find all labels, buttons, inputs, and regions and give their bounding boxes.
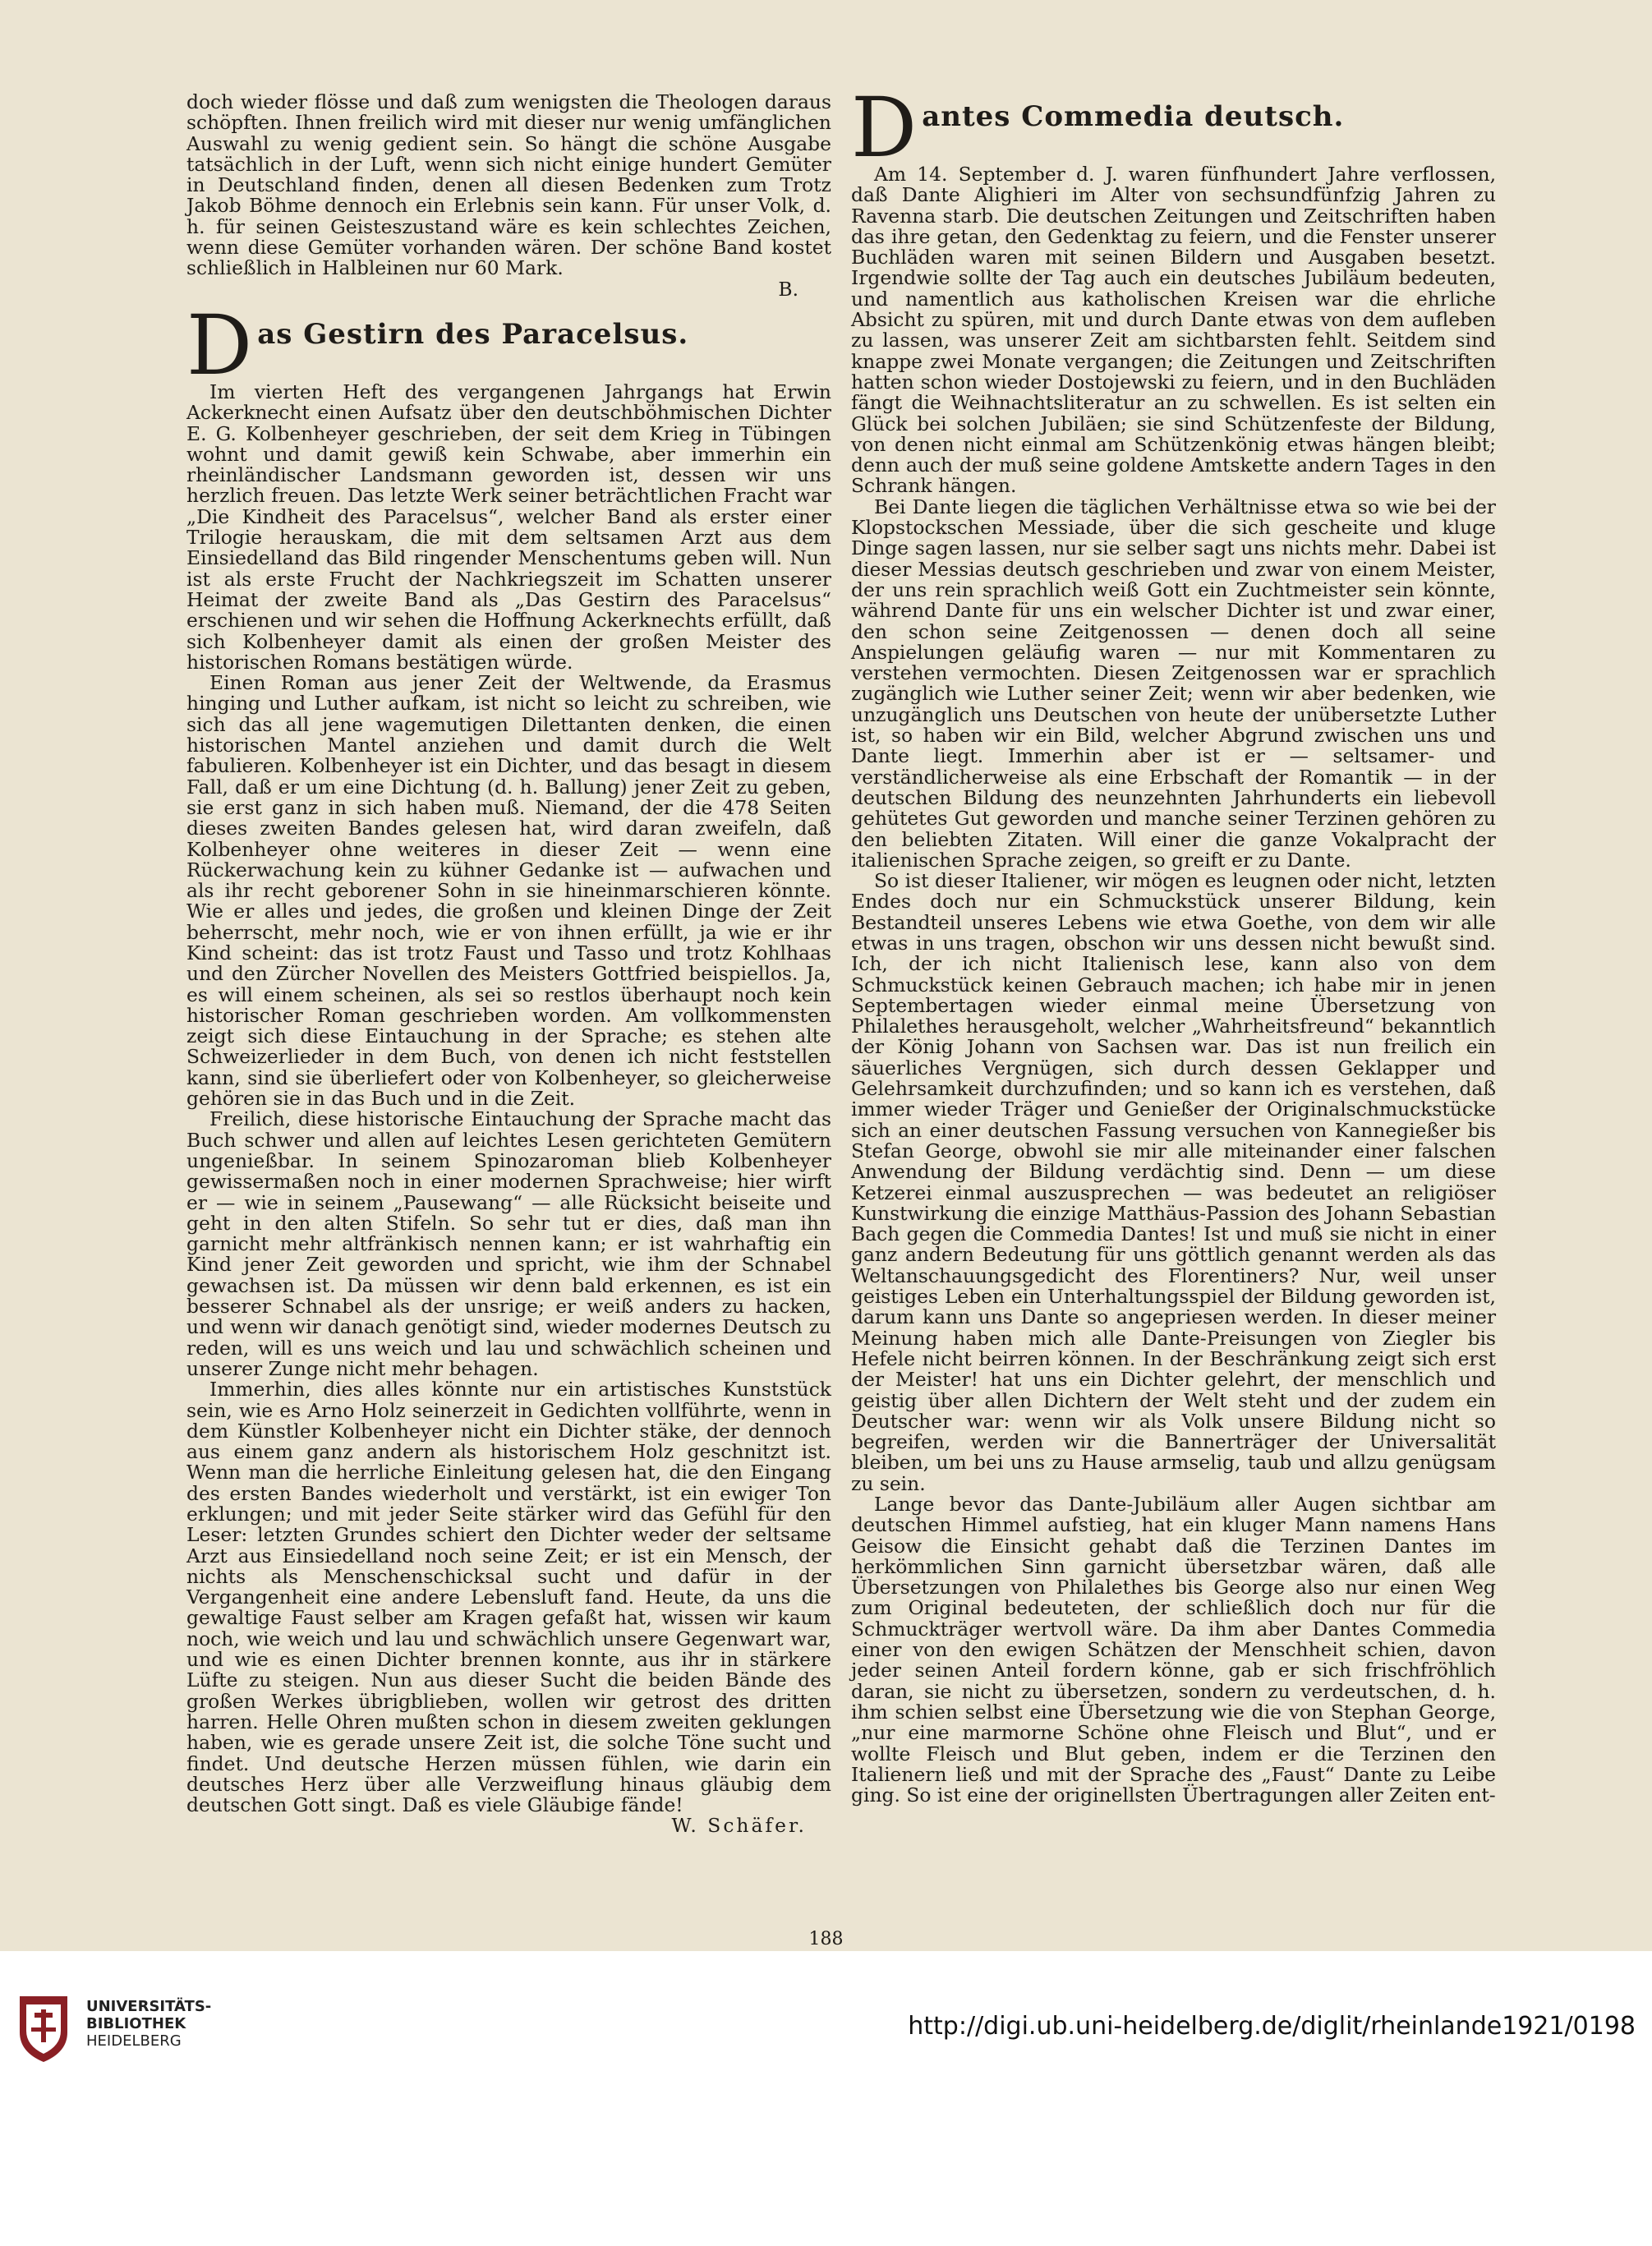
right-column xyxy=(851,80,1496,1807)
intro-signature: B. xyxy=(778,277,798,301)
intro-signature-line xyxy=(186,279,831,300)
paragraph: Bei Dante liegen die täglichen Verhältnisse etwa so wie bei der Klopstockschen Messiade, über die sich gescheite und kluge Dinge sagen lassen, nur sie selber sagt uns nichts mehr. Dabei ist dieser Messias deutsch geschrieben und zwar von einem Meister, der uns rein sprachlich weiß Gott ein Zuchtmeister sein könnte, während Dante für uns ein welscher Dichter ist und zwar einer, den schon seine Zeitgenossen — denen doch all seine Anspielungen geläufig waren — nur mit Kommentaren zu verstehen vermochten. Diesen Zeitgenossen war er sprachlich zugänglich wie Luther seiner Zeit; wenn wir aber bedenken, wie unzugänglich uns Deutschen von heute der unübersetzte Luther ist, so haben wir ein Bild, welcher Abgrund zwischen uns und Dante liegt. Immerhin aber ist er — seltsamer- und verständlicherweise als eine Erbschaft der Romantik — in der deutschen Bildung des neunzehnten Jahrhunderts ein liebevoll gehütetes Gut geworden und manche seiner Terzinen gehören zu den beliebten Zitaten. Will einer die ganze Vokalpracht der italienischen Sprache zeigen, so greift er zu Dante. xyxy=(851,495,1496,872)
section-title: antes Commedia deutsch. xyxy=(922,100,1345,133)
signature-line xyxy=(186,1816,831,1836)
paragraph: Immerhin, dies alles könnte nur ein artistisches Kunststück sein, wie es Arno Holz seinerzeit in Gedichten vollführte, wenn in dem Künstler Kolbenheyer nicht ein Dichter stäke, der dennoch aus einem ganz andern als historischem Holz geschnitzt ist. Wenn man die herrliche Einleitung gelesen hat, die den Eingang des ersten Bandes wiederholt und verstärkt, ist ein ewiger Ton erklungen; und mit jeder Seite stärker wird das Gefühl für den Leser: letzten Grundes schiert den Dichter weder der seltsame Arzt aus Einsiedelland noch seine Zeit; er ist ein Mensch, der nichts als Menschenschicksal sucht und dafür in der Vergangenheit eine andere Lebensluft fand. Heute, da uns die gewaltige Faust selber am Kragen gefaßt hat, wissen wir kaum noch, wie weich und lau und schwächlich unsere Gegenwart war, und wie es einen Dichter brennen konnte, aus ihr in stärkere Lüfte zu steigen. Nun aus dieser Sucht die beiden Bände des großen Werkes übrigblieben, wollen wir getrost des dritten harren. Helle Ohren mußten schon in diesem zweiten geklungen haben, wie es gerade unsere Zeit ist, die solche Töne sucht und findet. Und deutsche Herzen müssen fühlen, wie darin ein deutsches Herz über alle Verzweiflung hinaus gläubig dem deutschen Gott singt. Daß es viele Gläubige fände! xyxy=(186,1378,831,1817)
page-number: 188 xyxy=(808,1929,844,1949)
paragraph: Lange bevor das Dante-Jubiläum aller Augen sichtbar am deutschen Himmel aufstieg, hat ein kluger Mann namens Hans Geisow die Einsicht gehabt daß die Terzinen Dantes im herkömmlichen Sinn garnicht übersetzbar wären, daß alle Übersetzungen von Philalethes bis George also nur einen Weg zum Original bedeuteten, der schließlich doch nur für die Schmuckträger wertvoll wäre. Da ihm aber Dantes Commedia einer von den ewigen Schätzen der Menschheit schien, davon jeder seinen Anteil fordern könne, gab er sich frischfröhlich daran, sie nicht zu übersetzen, sondern zu verdeutschen, d. h. ihm schien selbst eine Übersetzung wie die von Stephan George, „nur eine marmorne Schöne ohne Fleisch und Blut“, und er wollte Fleisch und Blut geben, indem er die Terzinen den Italienern ließ und mit der Sprache des „Faust“ Dante zu Leibe ging. So ist eine der originellsten Übertragungen aller Zeiten ent- xyxy=(851,1493,1496,1807)
left-column xyxy=(186,92,831,1837)
paragraph: Einen Roman aus jener Zeit der Weltwende, da Erasmus hinging und Luther aufkam, ist nicht so leicht zu schreiben, wie sich das all jene wagemutigen Dilettanten denken, die einen historischen Mantel anziehen und damit durch die Welt fabulieren. Kolbenheyer ist ein Dichter, und das besagt in diesem Fall, daß er um eine Dichtung (d. h. Ballung) jener Zeit zu geben, sie erst ganz in sich haben muß. Niemand, der die 478 Seiten dieses zweiten Bandes gelesen hat, wird daran zweifeln, daß Kolbenheyer ohne weiteres in dieser Zeit — wenn eine Rückerwachung kein zu kühner Gedanke ist — aufwachen und als ihr recht geborener Sohn in sie hineinmarschieren könnte. Wie er alles und jedes, die großen und kleinen Dinge der Zeit beherrscht, mehr noch, wie er von ihnen erfüllt, ja wie er ihr Kind scheint: das ist trotz Faust und Tasso und trotz Kohlhaas und den Zürcher Novellen des Meisters Gottfried beispiellos. Ja, es will einem scheinen, als sei so restlos überhaupt noch kein historischer Roman geschrieben worden. Am vollkommensten zeigt sich diese Eintauchung in der Sprache; es stehen alte Schweizerlieder in dem Buch, von denen ich nicht feststellen kann, sind sie überliefert oder von Kolbenheyer, so gleicherweise gehören sie in das Buch und in die Zeit. xyxy=(186,671,831,1111)
section-title: as Gestirn des Paracelsus. xyxy=(257,317,689,351)
paragraph: Im vierten Heft des vergangenen Jahrgangs hat Erwin Ackerknecht einen Aufsatz über den deutschböhmischen Dichter E. G. Kolbenheyer geschrieben, der seit dem Krieg in Tübingen wohnt und damit gewiß kein Schwabe, aber immerhin ein rheinländischer Landsmann geworden ist, dessen wir uns herzlich freuen. Das letzte Werk seiner beträchtlichen Fracht war „Die Kindheit des Paracelsus“, welcher Band als erster einer Trilogie herauskam, die mit dem seltsamen Arzt aus dem Einsiedelland das Bild ringender Menschentums geben will. Nun ist als erste Frucht der Nachkriegszeit im Schatten unserer Heimat der zweite Band als „Das Gestirn des Paracelsus“ erschienen und wir sehen die Hoffnung Ackerknechts erfüllt, daß sich Kolbenheyer damit als einen der großen Meister des historischen Romans bestätigen würde. xyxy=(186,380,831,674)
paragraph: Am 14. September d. J. waren fünfhundert Jahre verflossen, daß Dante Alighieri im Alter von sechsundfünfzig Jahren zu Ravenna starb. Die deutschen Zeitungen und Zeitschriften haben das ihre getan, den Gedenktag zu feiern, und die Fenster unserer Buchläden waren mit seinen Bildern und Ausgaben besetzt. Irgendwie sollte der Tag auch ein deutsches Jubiläum bedeuten, und namentlich aus katholischen Kreisen war die ehrliche Absicht zu spüren, mit und durch Dante etwas von dem aufleben zu lassen, was unserer Zeit am sichtbarsten fehlt. Seitdem sind knappe zwei Monate vergangen; die Zeitungen und Zeitschriften hatten schon wieder Dostojewski zu feiern, und in den Buchläden fängt die Weihnachtsliteratur an zu schwellen. Es ist selten ein Glück bei solchen Jubiläen; sie sind Schützenfeste der Bildung, von denen nicht einmal am Schützenkönig etwas hängen bleibt; denn auch der muß seine goldene Amtskette andern Tages in den Schrank hängen. xyxy=(851,163,1496,498)
author-signature: W. Schäfer. xyxy=(671,1814,807,1838)
library-name: UNIVERSITÄTS- BIBLIOTHEK HEIDELBERG xyxy=(86,1998,212,2050)
drop-cap: D xyxy=(186,297,253,394)
paragraph: So ist dieser Italiener, wir mögen es leugnen oder nicht, letzten Endes doch nur ein Schmuckstück unserer Bildung, kein Bestandteil unseres Lebens wie etwa Goethe, von dem wir alle etwas in uns tragen, obschon wir uns dessen nicht bewußt sind. Ich, der ich nicht Italienisch lese, kann also von dem Schmuckstück keinen Gebrauch machen; ich habe mir in jenen Septembertagen wieder einmal meine Übersetzung von Philalethes herausgeholt, welcher „Wahrheitsfreund“ bekanntlich der König Johann von Sachsen war. Das ist nun freilich ein säuerliches Vergnügen, sich durch dessen Geklapper und Gelehrsamkeit durchzufinden; und so kann ich es verstehen, daß immer wieder Träger und Genießer der Originalschmuckstücke sich an einer deutschen Fassung versuchen von Kannegießer bis Stefan George, obwohl sie mir alle miteinander einer falschen Anwendung der Bildung verdächtig sind. Denn — um diese Ketzerei einmal auszusprechen — was bedeutet an religiöser Kunstwirkung die einzige Matthäus-Passion des Johann Sebastian Bach gegen die Commedia Dantes! Ist und muß sie nicht in einer ganz andern Bedeutung für uns göttlich genannt werden als das Weltanschauungsgedicht des Florentiners? Nur, weil unser geistiges Leben ein Unterhaltungsspiel der Bildung geworden ist, darum kann uns Dante so angepriesen werden. In dieser meiner Meinung haben mich alle Dante-Preisungen von Ziegler bis Hefele nicht beirren können. In der Beschränkung zeigt sich erst der Meister! hat uns ein Dichter gelehrt, der menschlich und geistig über allen Dichtern der Welt steht und der zudem ein Deutscher war: wenn wir als Volk unsere Bildung nicht so begreifen, werden wir die Bannerträger der Universalität bleiben, um bei uns zu Hause armselig, taub und allzu genügsam zu sein. xyxy=(851,869,1496,1495)
university-seal-icon xyxy=(15,1993,72,2064)
section-heading-dante xyxy=(851,80,1496,176)
source-url-link[interactable]: http://digi.ub.uni-heidelberg.de/diglit/rheinlande1921/0198 xyxy=(908,2012,1636,2041)
drop-cap: D xyxy=(851,80,918,176)
paragraph: Freilich, diese historische Eintauchung der Sprache macht das Buch schwer und allen auf leichtes Lesen gerichteten Gemütern ungenießbar. In seinem Spinozaroman blieb Kolbenheyer gewissermaßen noch in einer modernen Sprachweise; hier wirft er — wie in seinem „Pausewang“ — alle Rücksicht beiseite und geht in den alten Stifeln. So sehr tut er dies, daß man ihn garnicht mehr altfränkisch nennen kann; er ist wahrhaftig ein Kind jener Zeit geworden und spricht, wie ihm der Schnabel gewachsen ist. Da müssen wir denn bald erkennen, es ist ein besserer Schnabel als der unsrige; er weiß anders zu hacken, und wenn wir danach genötigt sind, wieder modernes Deutsch zu reden, will es uns weich und lau und schwächlich scheinen und unserer Zunge nicht mehr behagen. xyxy=(186,1107,831,1380)
intro-paragraph: doch wieder flösse und daß zum wenigsten die Theologen daraus schöpften. Ihnen freilich wird mit dieser nur wenig umfänglichen Auswahl zu wenig gedient sein. So hängt die schöne Ausgabe tatsächlich in der Luft, wenn sich nicht einige hundert Gemüter in Deutschland finden, denen all diesen Bedenken zum Trotz Jakob Böhme dennoch ein Erlebnis sein kann. Für unser Volk, d. h. für seinen Geisteszustand wäre es kein schlechtes Zeichen, wenn diese Gemüter vorhanden wären. Der schöne Band kostet schließlich in Halbleinen nur 60 Mark. xyxy=(186,90,831,280)
section-heading-paracelsus xyxy=(186,297,831,394)
footer-bar xyxy=(0,1951,1652,2246)
